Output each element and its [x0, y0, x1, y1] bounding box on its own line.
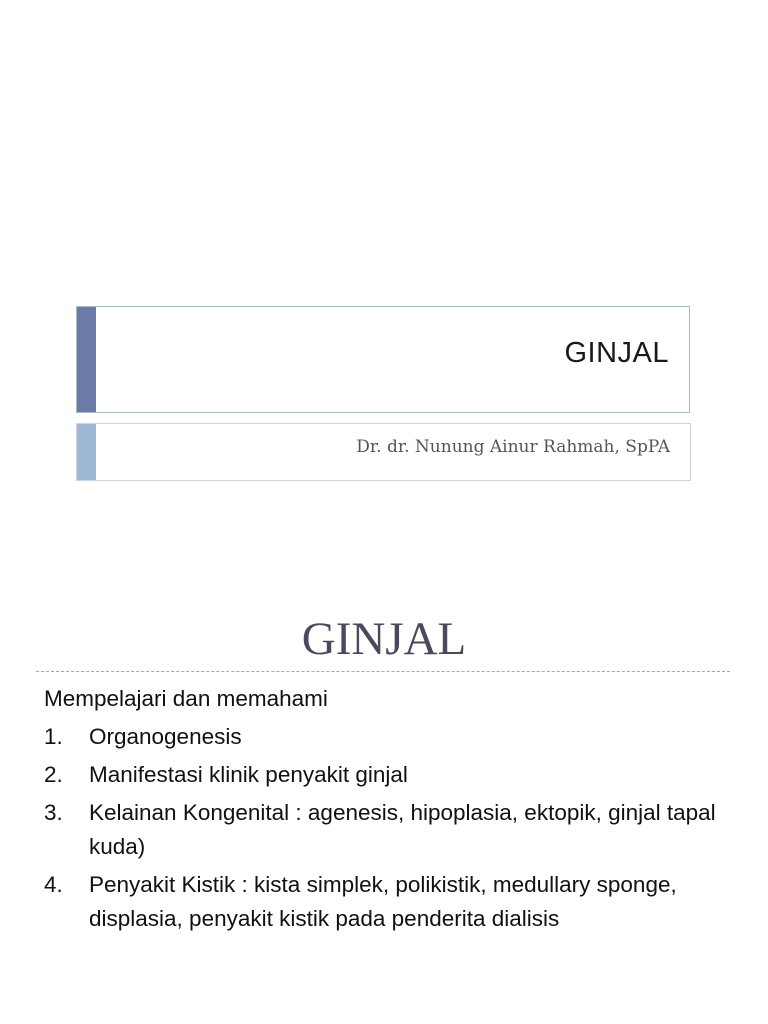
slide1-subtitle-box [76, 423, 691, 481]
slide2-title: GINJAL [301, 613, 467, 665]
list-item-number: 3. [44, 800, 63, 825]
intro-text: Mempelajari dan memahami [44, 686, 328, 711]
slide1-title: GINJAL [564, 337, 669, 369]
list-item-text: Kelainan Kongenital : agenesis, hipoplasia, ektopik, ginjal tapal kuda) [89, 800, 716, 859]
list-item [44, 868, 744, 936]
subtitle-accent-bar [77, 424, 96, 480]
list-item-number: 2. [44, 762, 63, 787]
list-item-text: Manifestasi klinik penyakit ginjal [89, 762, 408, 787]
list-item [44, 720, 744, 754]
list-item [44, 796, 744, 864]
list-item-text: Penyakit Kistik : kista simplek, polikistik, medullary sponge, displasia, penyakit kistik pada penderita dialisis [89, 872, 677, 931]
list-item-number: 4. [44, 872, 63, 897]
list-item-text: Organogenesis [89, 724, 242, 749]
slide1-title-box [76, 306, 690, 413]
slide1-subtitle: Dr. dr. Nunung Ainur Rahmah, SpPA [356, 437, 670, 457]
slide2-content [44, 682, 744, 940]
list-item-number: 1. [44, 724, 63, 749]
list-item [44, 758, 744, 792]
title-accent-bar [77, 307, 96, 412]
topic-list [44, 720, 744, 936]
title-divider [36, 671, 730, 672]
